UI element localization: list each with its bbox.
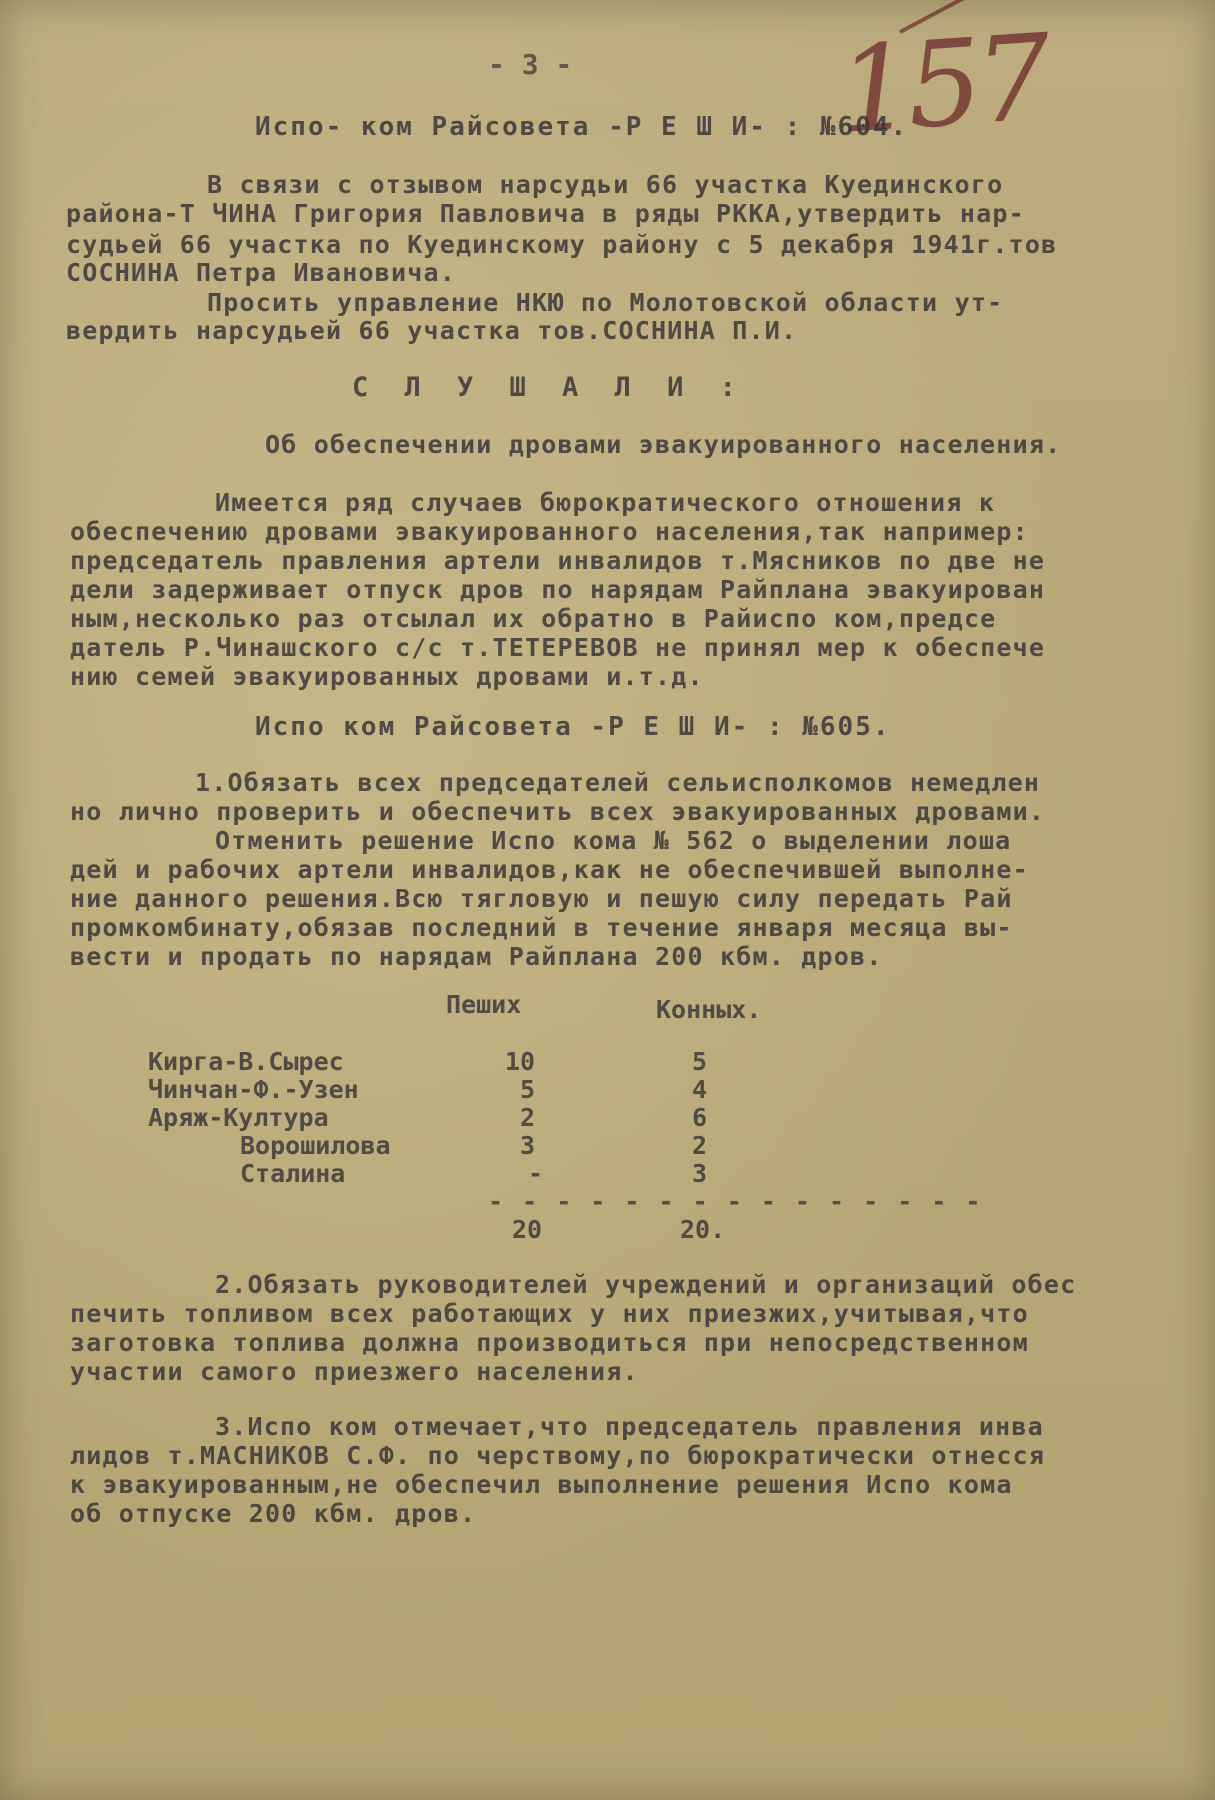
table-row-name: Ворошилова <box>240 1131 391 1160</box>
table-row-foot: 5 <box>520 1075 536 1104</box>
decision-605-heading: Испо ком Райсовета -Р Е Ш И- : №605. <box>255 712 891 742</box>
text-line: об отпуске 200 кбм. дров. <box>70 1499 477 1528</box>
folio-number-handwritten: 157 <box>833 7 1050 161</box>
text-line: дей и рабочих артели инвалидов,как не обеспечившей выполне- <box>70 855 1029 884</box>
table-row-name: Аряж-Култура <box>148 1103 329 1132</box>
text-line: Просить управление НКЮ по Молотовской области ут- <box>142 288 1004 317</box>
text-line: к эвакуированным,не обеспечил выполнение решения Испо кома <box>70 1470 1013 1499</box>
text-line: обеспечению дровами эвакуированного населения,так например: <box>70 517 1029 546</box>
text-line: района-Т ЧИНА Григория Павловича в ряды РККА,утвердить нар- <box>66 199 1025 228</box>
table-header-foot: Пеших <box>446 990 522 1019</box>
table-row-horse: 6 <box>692 1103 708 1132</box>
table-row-foot: 2 <box>520 1103 536 1132</box>
table-row-foot: 10 <box>505 1047 536 1076</box>
table-row-horse: 3 <box>692 1159 708 1188</box>
text-line: печить топливом всех работающих у них приезжих,учитывая,что <box>70 1299 1029 1328</box>
text-line: датель Р.Чинашского с/с т.ТЕТЕРЕВОВ не принял мер к обеспече <box>70 633 1046 662</box>
table-header-horse: Конных. <box>656 995 762 1024</box>
text-line: 1.Обязать всех председателей сельисполкомов немедлен <box>130 768 1041 797</box>
agenda-topic: Об обеспечении дровами эвакуированного населения. <box>200 430 1062 459</box>
text-line: 2.Обязать руководителей учреждений и организаций обес <box>150 1270 1077 1299</box>
table-row-foot: - <box>528 1159 544 1188</box>
decision-604-heading: Испо- ком Райсовета -Р Е Ш И- : №604. <box>255 112 909 142</box>
table-total-rule: - - - - - - - - - - - - - - - <box>488 1187 983 1216</box>
text-line: лидов т.МАСНИКОВ С.Ф. по черствому,по бюрократически отнесся <box>70 1441 1046 1470</box>
page-number: - 3 - <box>488 48 573 81</box>
heard-heading: С Л У Ш А Л И : <box>352 372 746 403</box>
text-line: участии самого приезжего населения. <box>70 1357 639 1386</box>
text-line: вести и продать по нарядам Райплана 200 кбм. дров. <box>70 942 883 971</box>
table-row-horse: 4 <box>692 1075 708 1104</box>
table-row-foot: 3 <box>520 1131 536 1160</box>
text-line: Имеется ряд случаев бюрократического отношения к <box>150 488 996 517</box>
text-line: председатель правления артели инвалидов т.Мясников по две не <box>70 546 1046 575</box>
text-line: нию семей эвакуированных дровами и.т.д. <box>70 662 704 691</box>
table-row-name: Чинчан-Ф.-Узен <box>148 1075 359 1104</box>
text-line: ние данного решения.Всю тягловую и пешую силу передать Рай <box>70 884 1013 913</box>
table-total-foot: 20 <box>512 1215 543 1244</box>
table-row-horse: 5 <box>692 1047 708 1076</box>
text-line: промкомбинату,обязав последний в течение января месяца вы- <box>70 913 1013 942</box>
text-line: заготовка топлива должна производиться при непосредственном <box>70 1328 1029 1357</box>
table-row-name: Кирга-В.Сырес <box>148 1047 344 1076</box>
table-row-horse: 2 <box>692 1131 708 1160</box>
text-line: СОСНИНА Петра Ивановича. <box>66 258 457 287</box>
table-total-horse: 20. <box>680 1215 726 1244</box>
text-line: но лично проверить и обеспечить всех эвакуированных дровами. <box>70 797 1046 826</box>
text-line: 3.Испо ком отмечает,что председатель правления инва <box>150 1412 1044 1441</box>
text-line: В связи с отзывом нарсудьи 66 участка Куединского <box>142 170 1004 199</box>
text-line: Отменить решение Испо кома № 562 о выделении лоша <box>150 826 1012 855</box>
text-line: вердить нарсудьей 66 участка тов.СОСНИНА П.И. <box>66 316 798 345</box>
text-line: судьей 66 участка по Куединскому району с 5 декабря 1941г.тов <box>66 230 1058 259</box>
text-line: дели задерживает отпуск дров по нарядам Райплана эвакуирован <box>70 575 1046 604</box>
text-line: ным,несколько раз отсылал их обратно в Райиспо ком,предсе <box>70 604 997 633</box>
table-row-name: Сталина <box>240 1159 346 1188</box>
